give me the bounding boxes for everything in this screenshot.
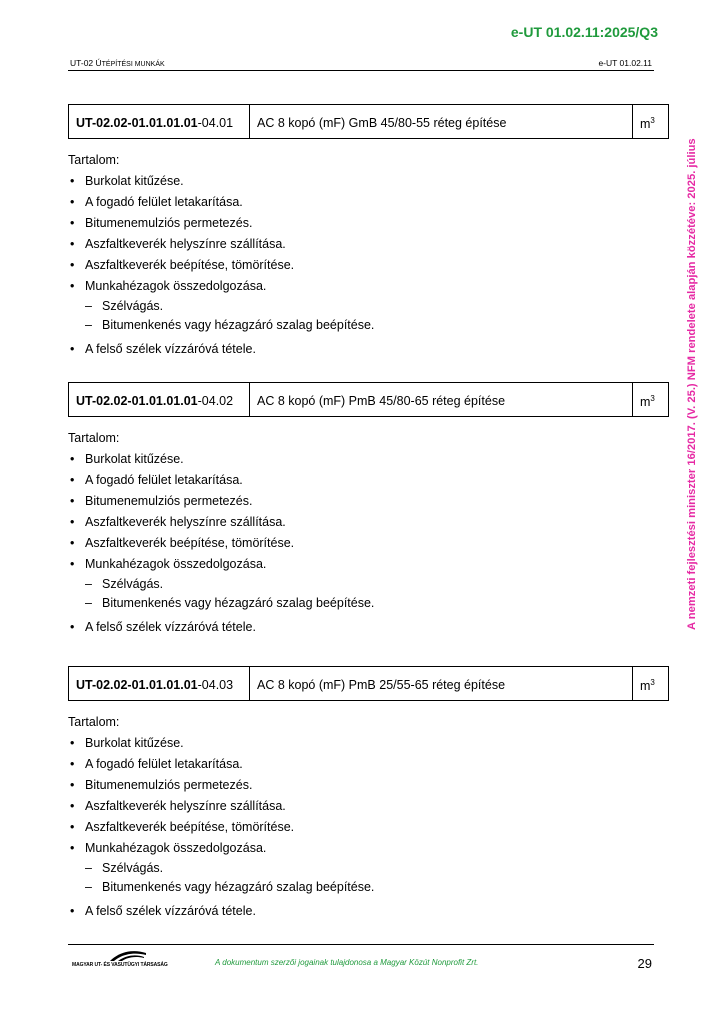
work-item-code-suffix: -04.03: [197, 678, 234, 692]
work-item-section: [68, 666, 669, 922]
work-item-code: [69, 667, 250, 701]
list-item: • Munkahézagok összedolgozása.: [68, 554, 669, 575]
running-header: [68, 58, 654, 71]
work-item-unit: [633, 667, 669, 701]
list-item: • Aszfaltkeverék beépítése, tömörítése.: [68, 533, 669, 554]
work-item-header-table: [68, 104, 669, 139]
header-chapter-initial: Ú: [95, 58, 102, 68]
sub-list-item: – Bitumenkenés vagy hézagzáró szalag beépítése.: [68, 878, 669, 897]
unit-base: m: [640, 395, 651, 410]
unit-exponent: 3: [650, 678, 655, 687]
header-chapter-rest: TÉPÍTÉSI MUNKÁK: [101, 61, 165, 68]
list-item: • A felső szélek vízzáróvá tétele.: [68, 901, 669, 922]
contents-list: [68, 449, 669, 638]
contents-label: Tartalom:: [68, 715, 120, 729]
work-item-section: [68, 382, 669, 638]
work-item-title: AC 8 kopó (mF) GmB 45/80-55 réteg építése: [250, 105, 633, 139]
list-item: • Munkahézagok összedolgozása.: [68, 276, 669, 297]
header-chapter-prefix: UT-02: [70, 58, 96, 68]
unit-exponent: 3: [650, 116, 655, 125]
list-item: • Burkolat kitűzése.: [68, 733, 669, 754]
page-number: 29: [637, 956, 652, 971]
list-item: • Aszfaltkeverék beépítése, tömörítése.: [68, 817, 669, 838]
list-item: • Aszfaltkeverék helyszínre szállítása.: [68, 512, 669, 533]
header-chapter: [70, 58, 165, 68]
list-item: • Bitumenemulziós permetezés.: [68, 775, 669, 796]
sub-list-item: – Szélvágás.: [68, 297, 669, 316]
work-item-unit: [633, 383, 669, 417]
list-item: • Bitumenemulziós permetezés.: [68, 491, 669, 512]
work-item-unit: [633, 105, 669, 139]
sub-list-item: – Szélvágás.: [68, 575, 669, 594]
work-item-contents: [68, 150, 669, 360]
work-item-contents: [68, 712, 669, 922]
work-item-code-suffix: -04.02: [197, 394, 234, 408]
sub-list-item: – Szélvágás.: [68, 859, 669, 878]
contents-list: [68, 733, 669, 922]
copyright-note: A dokumentum szerzői jogainak tulajdonosa a Magyar Közút Nonprofit Zrt.: [215, 958, 479, 967]
work-item-code-main: UT-02.02-01.01.01.01: [76, 394, 198, 408]
list-item: • Burkolat kitűzése.: [68, 171, 669, 192]
unit-base: m: [640, 679, 651, 694]
work-item-contents: [68, 428, 669, 638]
work-item-code-main: UT-02.02-01.01.01.01: [76, 678, 198, 692]
list-item: • A felső szélek vízzáróvá tétele.: [68, 617, 669, 638]
list-item: • Burkolat kitűzése.: [68, 449, 669, 470]
work-item-code: [69, 105, 250, 139]
work-item-header-table: [68, 666, 669, 701]
work-item-section: [68, 104, 669, 360]
publisher-logo-text: MAGYAR UT- ÉS VASUTÜGYI TÁRSASÁG: [72, 962, 168, 968]
list-item: • Munkahézagok összedolgozása.: [68, 838, 669, 859]
side-publication-note: A nemzeti fejlesztési miniszter 16/2017. (V. 25.) NFM rendelete alapján közzétéve: 2025. július: [686, 138, 698, 630]
header-doc-ref: e-UT 01.02.11: [598, 58, 652, 68]
list-item: • A felső szélek vízzáróvá tétele.: [68, 339, 669, 360]
footer-divider: [68, 944, 654, 945]
sub-list-item: – Bitumenkenés vagy hézagzáró szalag beépítése.: [68, 594, 669, 613]
list-item: • Aszfaltkeverék helyszínre szállítása.: [68, 234, 669, 255]
list-item: • Aszfaltkeverék helyszínre szállítása.: [68, 796, 669, 817]
road-swoosh-icon: [108, 948, 148, 962]
contents-label: Tartalom:: [68, 431, 120, 445]
contents-label: Tartalom:: [68, 153, 120, 167]
work-item-code-main: UT-02.02-01.01.01.01: [76, 116, 198, 130]
work-item-code: [69, 383, 250, 417]
contents-list: [68, 171, 669, 360]
publisher-logo: [72, 948, 168, 972]
work-item-title: AC 8 kopó (mF) PmB 45/80-65 réteg építése: [250, 383, 633, 417]
sub-list-item: – Bitumenkenés vagy hézagzáró szalag beépítése.: [68, 316, 669, 335]
list-item: • A fogadó felület letakarítása.: [68, 754, 669, 775]
unit-base: m: [640, 117, 651, 132]
list-item: • A fogadó felület letakarítása.: [68, 192, 669, 213]
unit-exponent: 3: [650, 394, 655, 403]
work-item-header-table: [68, 382, 669, 417]
list-item: • Aszfaltkeverék beépítése, tömörítése.: [68, 255, 669, 276]
work-item-code-suffix: -04.01: [197, 116, 234, 130]
list-item: • Bitumenemulziós permetezés.: [68, 213, 669, 234]
work-item-title: AC 8 kopó (mF) PmB 25/55-65 réteg építése: [250, 667, 633, 701]
document-code: e-UT 01.02.11:2025/Q3: [510, 24, 658, 40]
list-item: • A fogadó felület letakarítása.: [68, 470, 669, 491]
